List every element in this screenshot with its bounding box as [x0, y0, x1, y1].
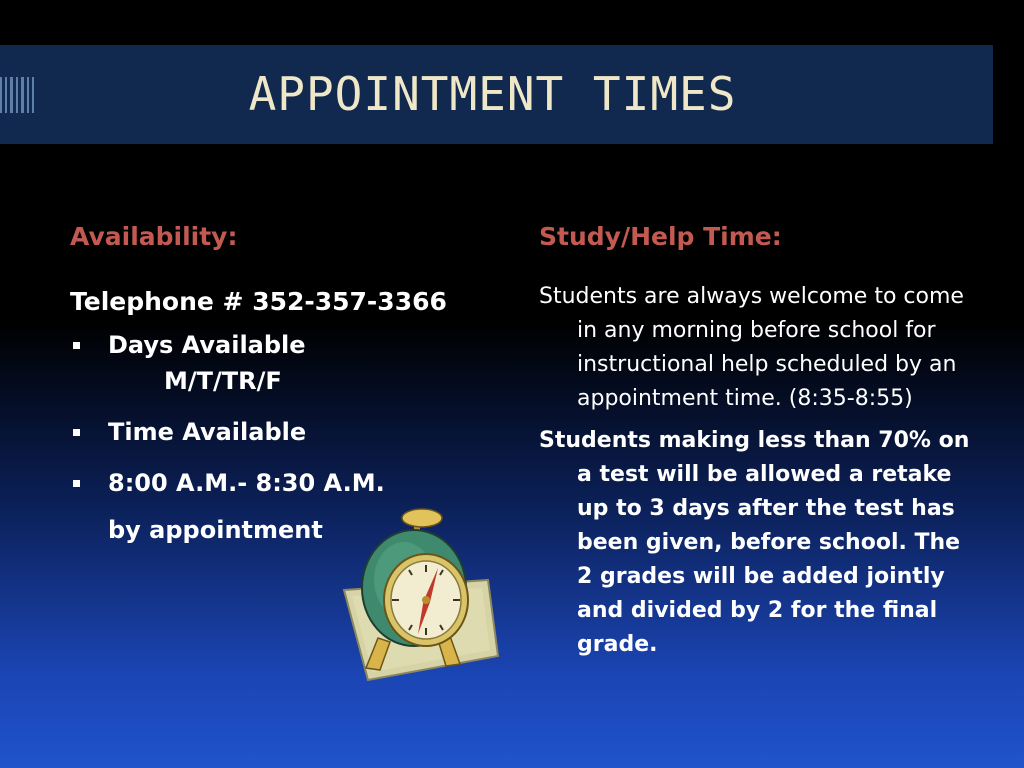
- telephone-line: Telephone # 352-357-3366: [70, 287, 447, 316]
- by-appointment-note: by appointment: [108, 516, 323, 544]
- slide-title: APPOINTMENT TIMES: [248, 67, 737, 121]
- square-bullet-icon: [73, 429, 80, 436]
- study-help-heading: Study/Help Time:: [539, 222, 782, 251]
- square-bullet-icon: [73, 480, 80, 487]
- time-available-label: Time Available: [108, 418, 307, 446]
- time-range-value: 8:00 A.M.- 8:30 A.M.: [108, 469, 385, 497]
- availability-heading: Availability:: [70, 222, 238, 251]
- list-item: [70, 465, 500, 501]
- list-item: [70, 327, 500, 399]
- retake-policy-paragraph: Students making less than 70% on a test will be allowed a retake up to 3 days after the test has been given, before school. The 2 grades will be added jointly and divided by 2 for the final grade.: [539, 428, 970, 657]
- days-available-value: M/T/TR/F: [164, 367, 282, 395]
- square-bullet-icon: [73, 342, 80, 349]
- welcome-paragraph: Students are always welcome to come in any morning before school for instructional help scheduled by an appointment time. (8:35-8:55): [539, 284, 964, 411]
- title-band: [0, 45, 993, 144]
- availability-list: [70, 327, 500, 501]
- days-available-label: Days Available: [108, 331, 306, 359]
- study-help-column: [539, 280, 974, 670]
- alarm-clock-icon: [338, 508, 503, 683]
- list-item: [70, 414, 500, 450]
